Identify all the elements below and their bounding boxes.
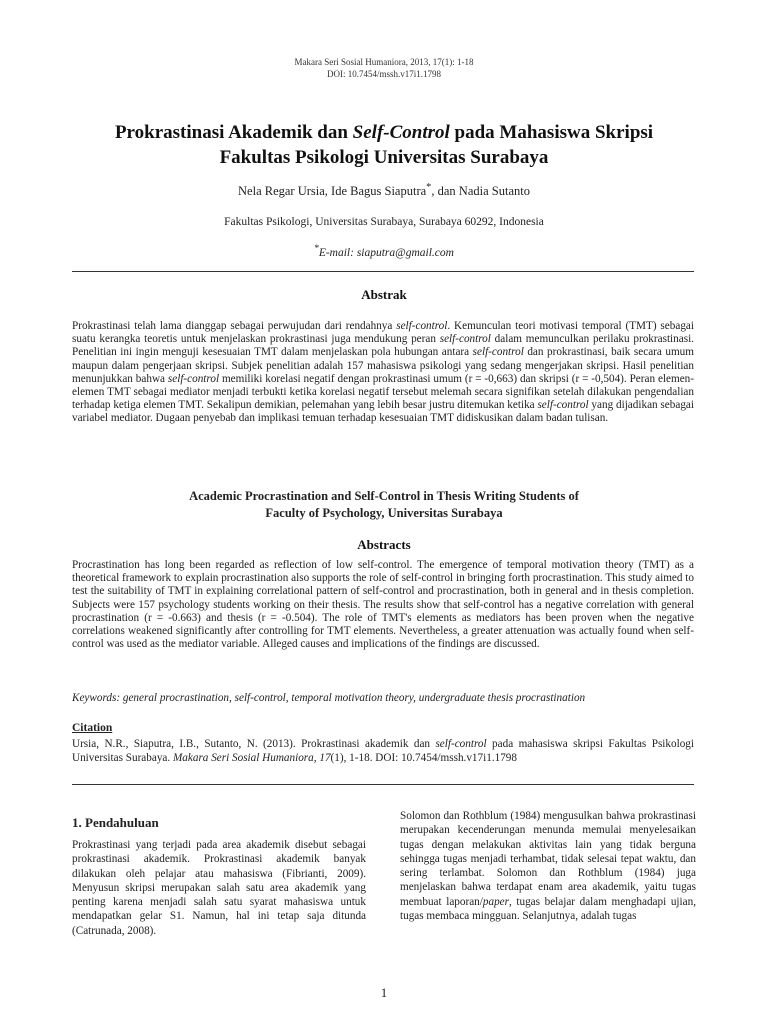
abstrak-text: Prokrastinasi telah lama dianggap sebagai perwujudan dari rendahnya self-control. Kemunculan teori motivasi temporal (TMT) sebagai suatu kerangka teoretis untuk menjelaskan prokrastinasi juga mendukung peran self-control dalam memunculkan perilaku prokrastinasi. Penelitian ini ingin menguji kesesuaian TMT dalam menjelaskan pola hubungan antara self-control dan prokrastinasi, baik secara umum maupun dalam pengerjaan skripsi. Subjek penelitian adalah 157 mahasiswa psikologi yang sedang mengerjakan skripsi. Hasil penelitian menunjukkan bahwa self-control memiliki korelasi negatif dengan prokrastinasi umum (r = -0,663) dan skripsi (r = -0,504). Peran elemen-elemen TMT sebagai mediator menjadi terbukti ketika korelasi negatif tersebut melemah secara signifikan setelah dilakukan pengendalian terhadap ketiga elemen TMT. Sekalipun demikian, pelemahan yang lebih besar justru ditemukan ketika self-control yang dijadikan sebagai variabel mediator. Dugaan penyebab dan implikasi temuan terhadap kesesuaian TMT didiskusikan dalam badan tulisan. bbox=[72, 320, 694, 425]
abstrak-heading: Abstrak bbox=[361, 287, 407, 302]
abstracts-text: Procrastination has long been regarded as reflection of low self-control. The emergence of temporal motivation theory (TMT) as a theoretical framework to explain procrastination also supports the role of self-control in bringing forth procrastination. This study aimed to test the suitability of TMT in explaining correlational pattern of self-control and procrastination, both in general and in thesis completion. Subjects were 157 psychology students working on their thesis. The results show that self-control has a negative correlation with general procrastination (r = -0.663) and thesis (r = -0.504). The role of TMT's elements as mediators has been proven when the negative correlations weakened significantly after controlling for TMT elements. Nevertheless, a greater attenuation was actually found when self-control was used as the mediator variable. Alleged causes and implications of the findings are discussed. bbox=[72, 559, 694, 651]
divider bbox=[72, 784, 694, 785]
author-email: *E-mail: siaputra@gmail.com bbox=[314, 243, 454, 259]
page-number: 1 bbox=[380, 985, 388, 1000]
paper-title: Prokrastinasi Akademik dan Self-Control pada Mahasiswa Skripsi Fakultas Psikologi Universitas Surabaya bbox=[114, 122, 654, 168]
doi-line: DOI: 10.7454/mssh.v17i1.1798 bbox=[326, 69, 441, 79]
keywords: Keywords: general procrastination, self-control, temporal motivation theory, undergraduate thesis procrastination bbox=[72, 692, 586, 704]
divider bbox=[72, 271, 694, 272]
citation-text: Ursia, N.R., Siaputra, I.B., Sutanto, N. (2013). Prokrastinasi akademik dan self-control pada mahasiswa skripsi Fakultas Psikologi Universitas Surabaya. Makara Seri Sosial Humaniora, 17(1), 1-18. DOI: 10.7454/mssh.v17i1.1798 bbox=[72, 738, 694, 764]
right-column-text: Solomon dan Rothblum (1984) mengusulkan bahwa prokrastinasi merupakan kecenderungan menunda memulai menyelesaikan tugas dengan melakukan aktivitas lain yang tidak berguna sehingga tugas menjadi terhambat, tidak selesai tepat waktu, dan sering terlambat. Solomon dan Rothblum (1984) juga menjelaskan bahwa terdapat enam area akademik, yaitu tugas membuat laporan/paper, tugas belajar dalam menghadapi ujian, tugas membaca mingguan. Selanjutnya, adalah tugas bbox=[400, 810, 696, 923]
left-column-text: Prokrastinasi yang terjadi pada area akademik disebut sebagai prokrastinasi akademik. Prokrastinasi akademik banyak dilakukan oleh pelajar atau mahasiswa (Fibrianti, 2009). Menyusun skripsi merupakan salah satu area akademik yang penting karena menjadi salah satu syarat mahasiswa untuk mendapatkan gelar S1. Namun, hal ini tetap saja ditunda (Catrunada, 2008). bbox=[72, 839, 366, 937]
journal-line: Makara Seri Sosial Humaniora, 2013, 17(1): 1-18 bbox=[294, 57, 474, 67]
affiliation: Fakultas Psikologi, Universitas Surabaya, Surabaya 60292, Indonesia bbox=[224, 216, 544, 228]
abstracts-heading: Abstracts bbox=[357, 537, 411, 552]
citation-heading: Citation bbox=[72, 722, 113, 734]
author-list: Nela Regar Ursia, Ide Bagus Siaputra*, dan Nadia Sutanto bbox=[238, 182, 530, 199]
english-title: Academic Procrastination and Self-Control in Thesis Writing Students of Faculty of Psychology, Universitas Surabaya bbox=[189, 489, 579, 520]
section-heading: 1. Pendahuluan bbox=[72, 815, 159, 830]
